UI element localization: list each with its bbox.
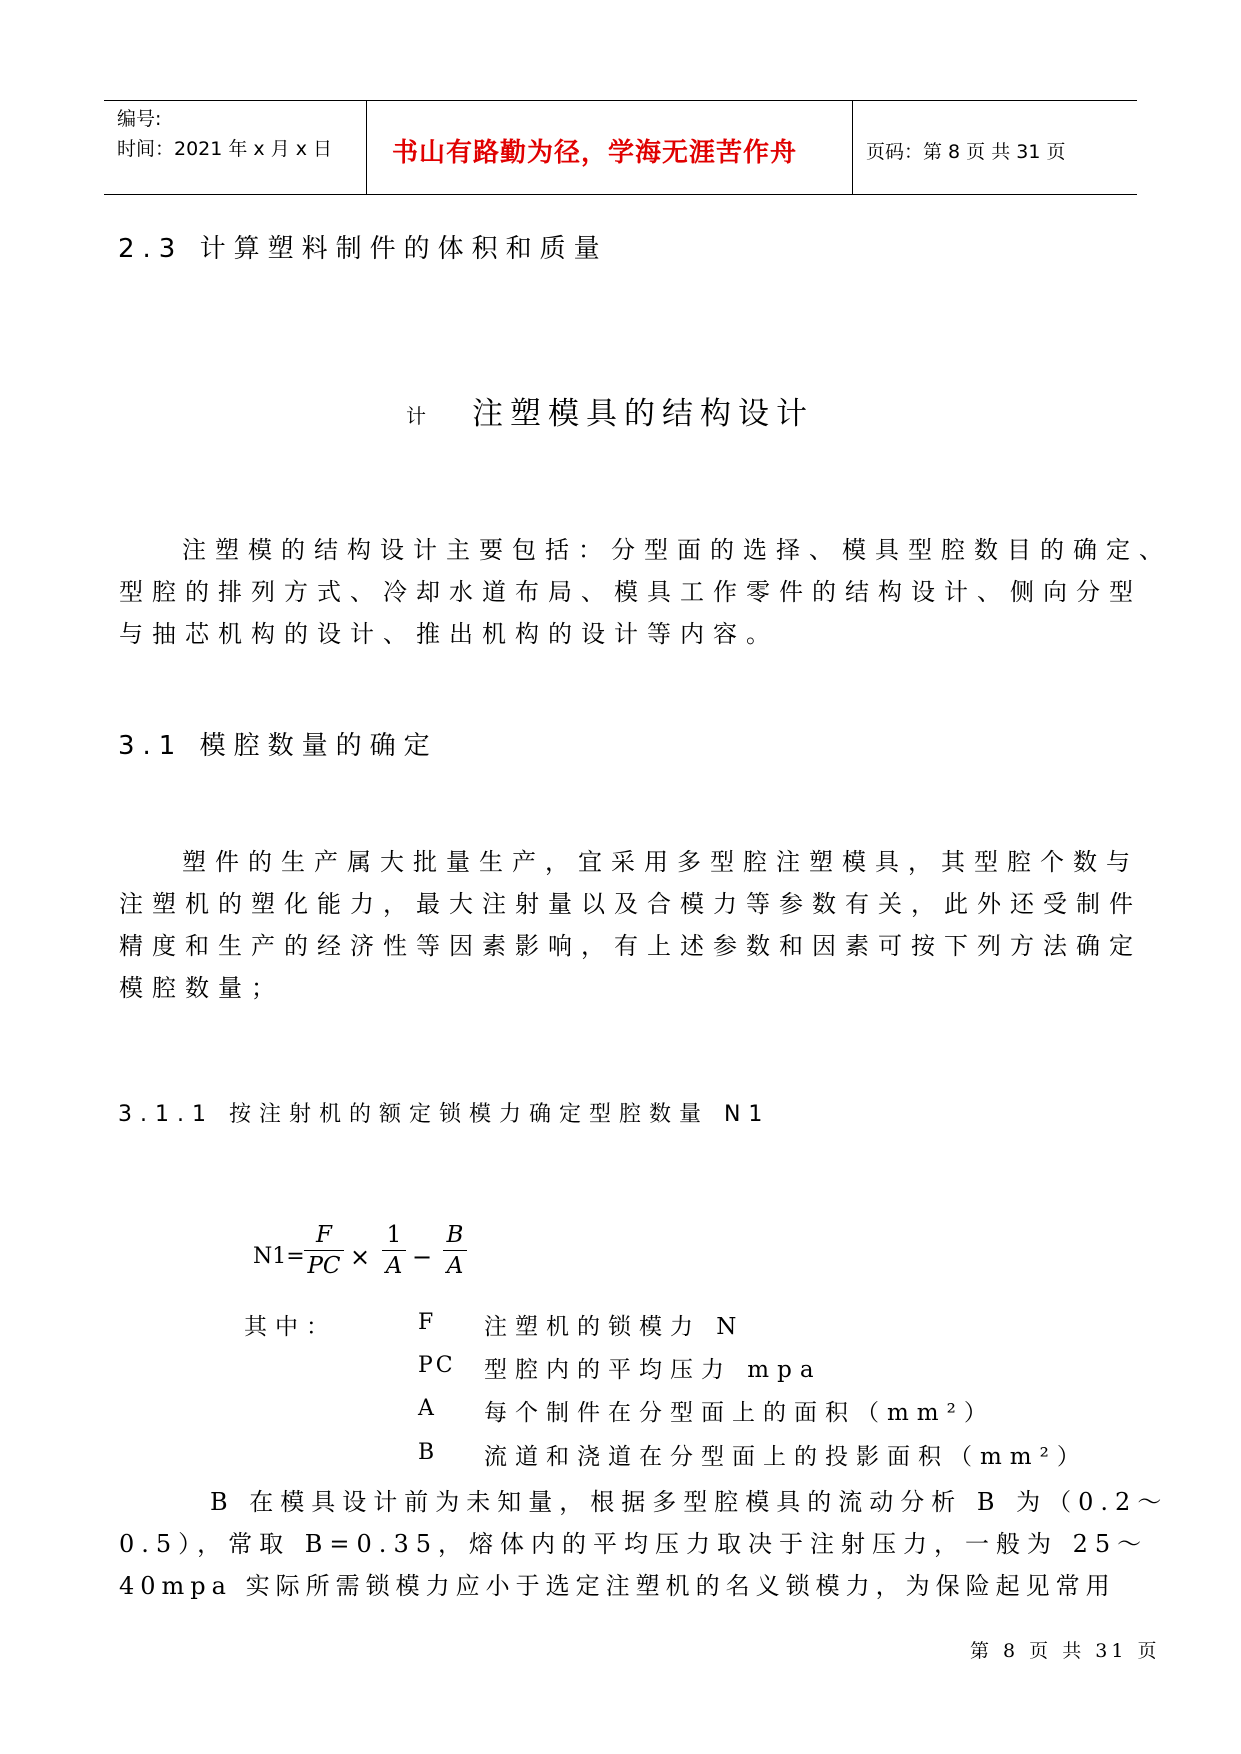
section-3-1-1-line: 0.5），常取 B=0.35，熔体内的平均压力取决于注射压力，一般为 25～ [119,1530,1149,1558]
page-footer: 第 8 页 共 31 页 [970,1640,1161,1662]
formula-denominator: A [385,1253,403,1279]
formula-fraction-b-over-a [443,1222,467,1279]
intro-line: 型腔的排列方式、冷却水道布局、模具工作零件的结构设计、侧向分型 [119,578,1142,606]
chapter-title: 注塑模具的结构设计 [472,396,814,432]
fraction-bar [304,1250,344,1251]
section-3-1-line: 注塑机的塑化能力，最大注射量以及合模力等参数有关，此外还受制件 [119,890,1142,918]
section-3-1-line: 模腔数量； [119,974,284,1002]
where-label: 其中： [244,1314,337,1340]
header-bottom-rule [104,194,1137,195]
formula-minus: − [412,1243,433,1271]
variable-symbol: A [418,1396,437,1421]
formula-lhs: N1= [253,1244,305,1269]
formula-numerator: F [316,1222,332,1248]
formula-numerator: 1 [386,1222,402,1248]
variable-description: 每个制件在分型面上的面积（mm²） [484,1400,995,1426]
variable-symbol: B [418,1440,438,1465]
section-3-1-1-line: B 在模具设计前为未知量，根据多型腔模具的流动分析 B 为（0.2～ [210,1488,1169,1516]
variable-symbol: F [418,1310,437,1335]
formula-denominator: PC [307,1253,341,1279]
formula-fraction-1-over-a [382,1222,406,1279]
formula-numerator: B [446,1222,464,1248]
fraction-bar [382,1250,406,1251]
variable-description: 注塑机的锁模力 N [484,1314,745,1340]
header-number-label: 编号: [117,108,162,130]
formula-denominator: A [446,1253,464,1279]
chapter-prefix: 计 [406,404,426,428]
fraction-bar [443,1250,467,1251]
intro-line: 注塑模的结构设计主要包括：分型面的选择、模具型腔数目的确定、 [182,536,1172,564]
section-3-1-line: 塑件的生产属大批量生产，宜采用多型腔注塑模具，其型腔个数与 [182,848,1139,876]
header-time-label: 时间：2021 年 x 月 x 日 [117,138,333,160]
variable-description: 型腔内的平均压力 mpa [484,1357,822,1383]
header-divider-right [852,100,853,195]
section-3-1-1-line: 40mpa 实际所需锁模力应小于选定注塑机的名义锁模力，为保险起见常用 [119,1572,1116,1600]
formula-fraction-f-over-pc [304,1222,344,1279]
section-3-1-1-heading: 3.1.1 按注射机的额定锁模力确定型腔数量 N1 [118,1102,771,1127]
section-3-1-heading: 3.1 模腔数量的确定 [118,731,438,761]
header-motto: 书山有路勤为径，学海无涯苦作舟 [392,138,798,168]
intro-line: 与抽芯机构的设计、推出机构的设计等内容。 [119,620,779,648]
header-top-rule [104,100,1137,101]
section-3-1-line: 精度和生产的经济性等因素影响，有上述参数和因素可按下列方法确定 [119,932,1142,960]
header-divider-left [366,100,367,195]
formula-times: × [350,1243,371,1271]
section-2-3-heading: 2.3 计算塑料制件的体积和质量 [118,234,608,264]
variable-description: 流道和浇道在分型面上的投影面积（mm²） [484,1444,1088,1470]
variable-symbol: PC [418,1353,456,1378]
header-page-label: 页码：第 8 页 共 31 页 [866,141,1066,163]
